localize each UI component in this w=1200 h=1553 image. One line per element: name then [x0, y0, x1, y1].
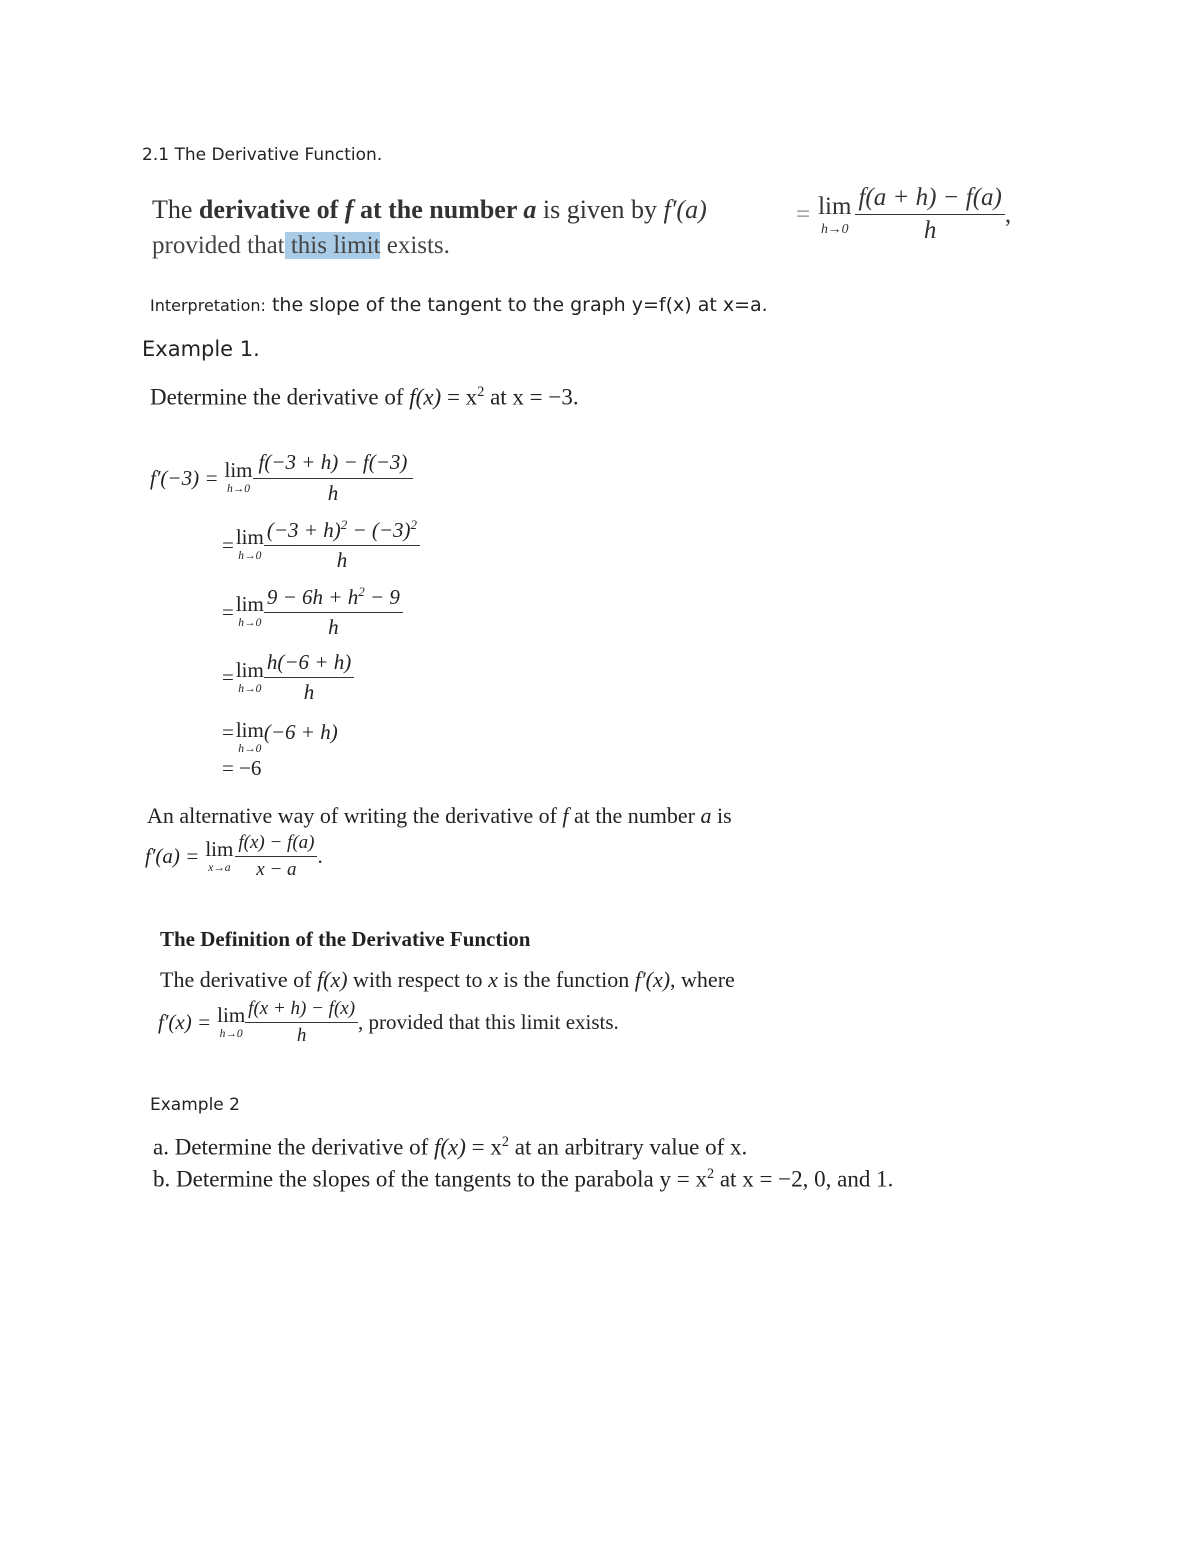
- interpretation-text: the slope of the tangent to the graph y=f(x) at x=a.: [265, 294, 768, 316]
- num-part: (−3 + h): [266, 518, 341, 542]
- denominator: h: [336, 548, 348, 572]
- example1-step2: [222, 517, 420, 573]
- lim-subscript: h→0: [821, 220, 849, 236]
- example1-step1: [150, 450, 413, 506]
- numerator: h(−6 + h): [264, 650, 354, 678]
- math-fpx: f′(x): [634, 967, 671, 992]
- fraction: [264, 517, 420, 573]
- math-fx: f(x): [409, 384, 442, 410]
- num-part: − 9: [364, 585, 400, 609]
- fraction: [264, 584, 403, 640]
- superscript: 2: [706, 1166, 715, 1182]
- math-fx: f(x): [434, 1134, 466, 1160]
- text-bold: derivative of: [198, 195, 345, 224]
- text: at the number: [568, 803, 701, 828]
- lhs: f′(−3) =: [150, 465, 219, 490]
- derivative-symbol: f′(a): [663, 195, 707, 224]
- num-part: − (−3): [347, 518, 411, 542]
- limit-operator: [217, 1002, 246, 1041]
- var-a: a: [700, 803, 712, 828]
- superscript: 2: [410, 517, 418, 532]
- lim-subscript: h→0: [219, 1027, 243, 1040]
- text: The derivative of: [160, 967, 317, 992]
- lim-text: lim: [818, 192, 852, 220]
- text: = x: [465, 1134, 502, 1160]
- example2-label: Example 2: [150, 1095, 240, 1115]
- text: is given by: [536, 195, 664, 224]
- text: a. Determine the derivative of: [153, 1134, 434, 1160]
- numerator: f(a + h) − f(a): [855, 184, 1004, 215]
- limit-expression: (−6 + h): [263, 720, 338, 744]
- limit-operator: [236, 527, 264, 563]
- example2-part-a: [153, 1134, 747, 1161]
- text: Determine the derivative of: [150, 384, 410, 410]
- text: b. Determine the slopes of the tangents to the parabola y = x: [153, 1166, 707, 1192]
- example1-step5: [222, 720, 338, 756]
- period: .: [317, 844, 323, 868]
- numerator: f(x + h) − f(x): [245, 998, 358, 1023]
- text: An alternative way of writing the derivative of: [147, 803, 563, 828]
- fraction: [253, 450, 414, 506]
- equals-sign: =: [222, 665, 234, 689]
- var-f: f: [562, 803, 569, 828]
- alternative-line1: [147, 803, 732, 829]
- example1-step3: [222, 584, 403, 640]
- interpretation-label: Interpretation:: [150, 296, 266, 315]
- lim-text: lim: [205, 836, 234, 861]
- limit-operator: [236, 720, 264, 756]
- lim-text: lim: [217, 1002, 246, 1027]
- equals-sign: =: [222, 599, 234, 624]
- derivative-definition-line2: [152, 232, 450, 260]
- equals-sign: =: [222, 720, 234, 744]
- lim-subscript: x→a: [208, 861, 231, 874]
- denominator: x − a: [256, 859, 297, 880]
- superscript: 2: [358, 584, 365, 599]
- superscript: 2: [501, 1134, 510, 1150]
- lim-text: lim: [235, 592, 264, 617]
- text: = x: [441, 384, 478, 410]
- lim-subscript: h→0: [226, 483, 251, 496]
- text: at x = −3.: [484, 384, 579, 410]
- text: is: [711, 803, 732, 828]
- num-part: 9 − 6h + h: [266, 585, 359, 609]
- text: , provided that this limit exists.: [358, 1010, 619, 1034]
- text: , where: [670, 967, 735, 992]
- equals-sign: =: [222, 532, 234, 557]
- math-fx: f(x): [317, 967, 348, 992]
- lhs: f′(a) =: [145, 844, 200, 868]
- highlighted-text: this limit: [284, 232, 381, 259]
- lim-text: lim: [224, 458, 253, 483]
- lim-text: lim: [235, 657, 264, 682]
- derivative-definition-formula: [796, 184, 1011, 245]
- numerator: f(x) − f(a): [235, 832, 317, 857]
- fraction: [264, 650, 354, 705]
- var-a: a: [523, 195, 537, 224]
- denominator: h: [923, 217, 937, 244]
- example1-result: = −6: [222, 756, 262, 780]
- lhs: f′(x) =: [158, 1010, 212, 1034]
- page-title: 2.1 The Derivative Function.: [142, 145, 383, 165]
- text: exists.: [380, 232, 450, 259]
- example1-task: [150, 384, 579, 411]
- fraction: [855, 184, 1004, 245]
- denominator: h: [328, 615, 339, 639]
- lim-subscript: h→0: [238, 617, 262, 630]
- equals-sign: =: [796, 200, 811, 228]
- fraction: [245, 998, 358, 1047]
- fraction: [235, 832, 317, 881]
- numerator: [264, 517, 420, 546]
- numerator: [264, 584, 403, 613]
- alternative-formula: [145, 832, 323, 881]
- superscript: 2: [477, 384, 485, 400]
- text-bold: at the number: [353, 195, 524, 224]
- text: at x = −2, 0, and 1.: [714, 1166, 894, 1192]
- limit-operator: [818, 194, 851, 236]
- text: with respect to: [347, 967, 489, 992]
- denominator: h: [327, 481, 339, 505]
- denominator: h: [296, 1025, 307, 1046]
- interpretation: [150, 294, 768, 316]
- text: at an arbitrary value of x.: [509, 1134, 748, 1160]
- example1-step4: [222, 650, 354, 705]
- definition-line1: [160, 967, 735, 993]
- lim-subscript: h→0: [238, 550, 262, 563]
- limit-operator: [225, 460, 253, 496]
- limit-operator: [205, 836, 234, 875]
- derivative-definition-line1: [152, 195, 707, 225]
- lim-subscript: h→0: [238, 682, 262, 695]
- definition-title: The Definition of the Derivative Function: [160, 927, 531, 951]
- lim-text: lim: [235, 718, 264, 742]
- denominator: h: [303, 680, 315, 704]
- example1-label: Example 1.: [142, 337, 260, 361]
- limit-operator: [235, 657, 264, 696]
- text: provided that: [152, 232, 285, 259]
- comma: ,: [1004, 200, 1012, 228]
- numerator: f(−3 + h) − f(−3): [253, 450, 414, 479]
- example2-part-b: [153, 1166, 893, 1193]
- lim-subscript: h→0: [238, 743, 262, 755]
- limit-operator: [236, 594, 264, 630]
- lim-text: lim: [235, 525, 264, 550]
- superscript: 2: [340, 517, 348, 532]
- var-x: x: [488, 967, 498, 992]
- text: The: [152, 195, 199, 224]
- text: is the function: [497, 967, 635, 992]
- definition-formula: [158, 998, 619, 1047]
- var-f: f: [344, 195, 354, 224]
